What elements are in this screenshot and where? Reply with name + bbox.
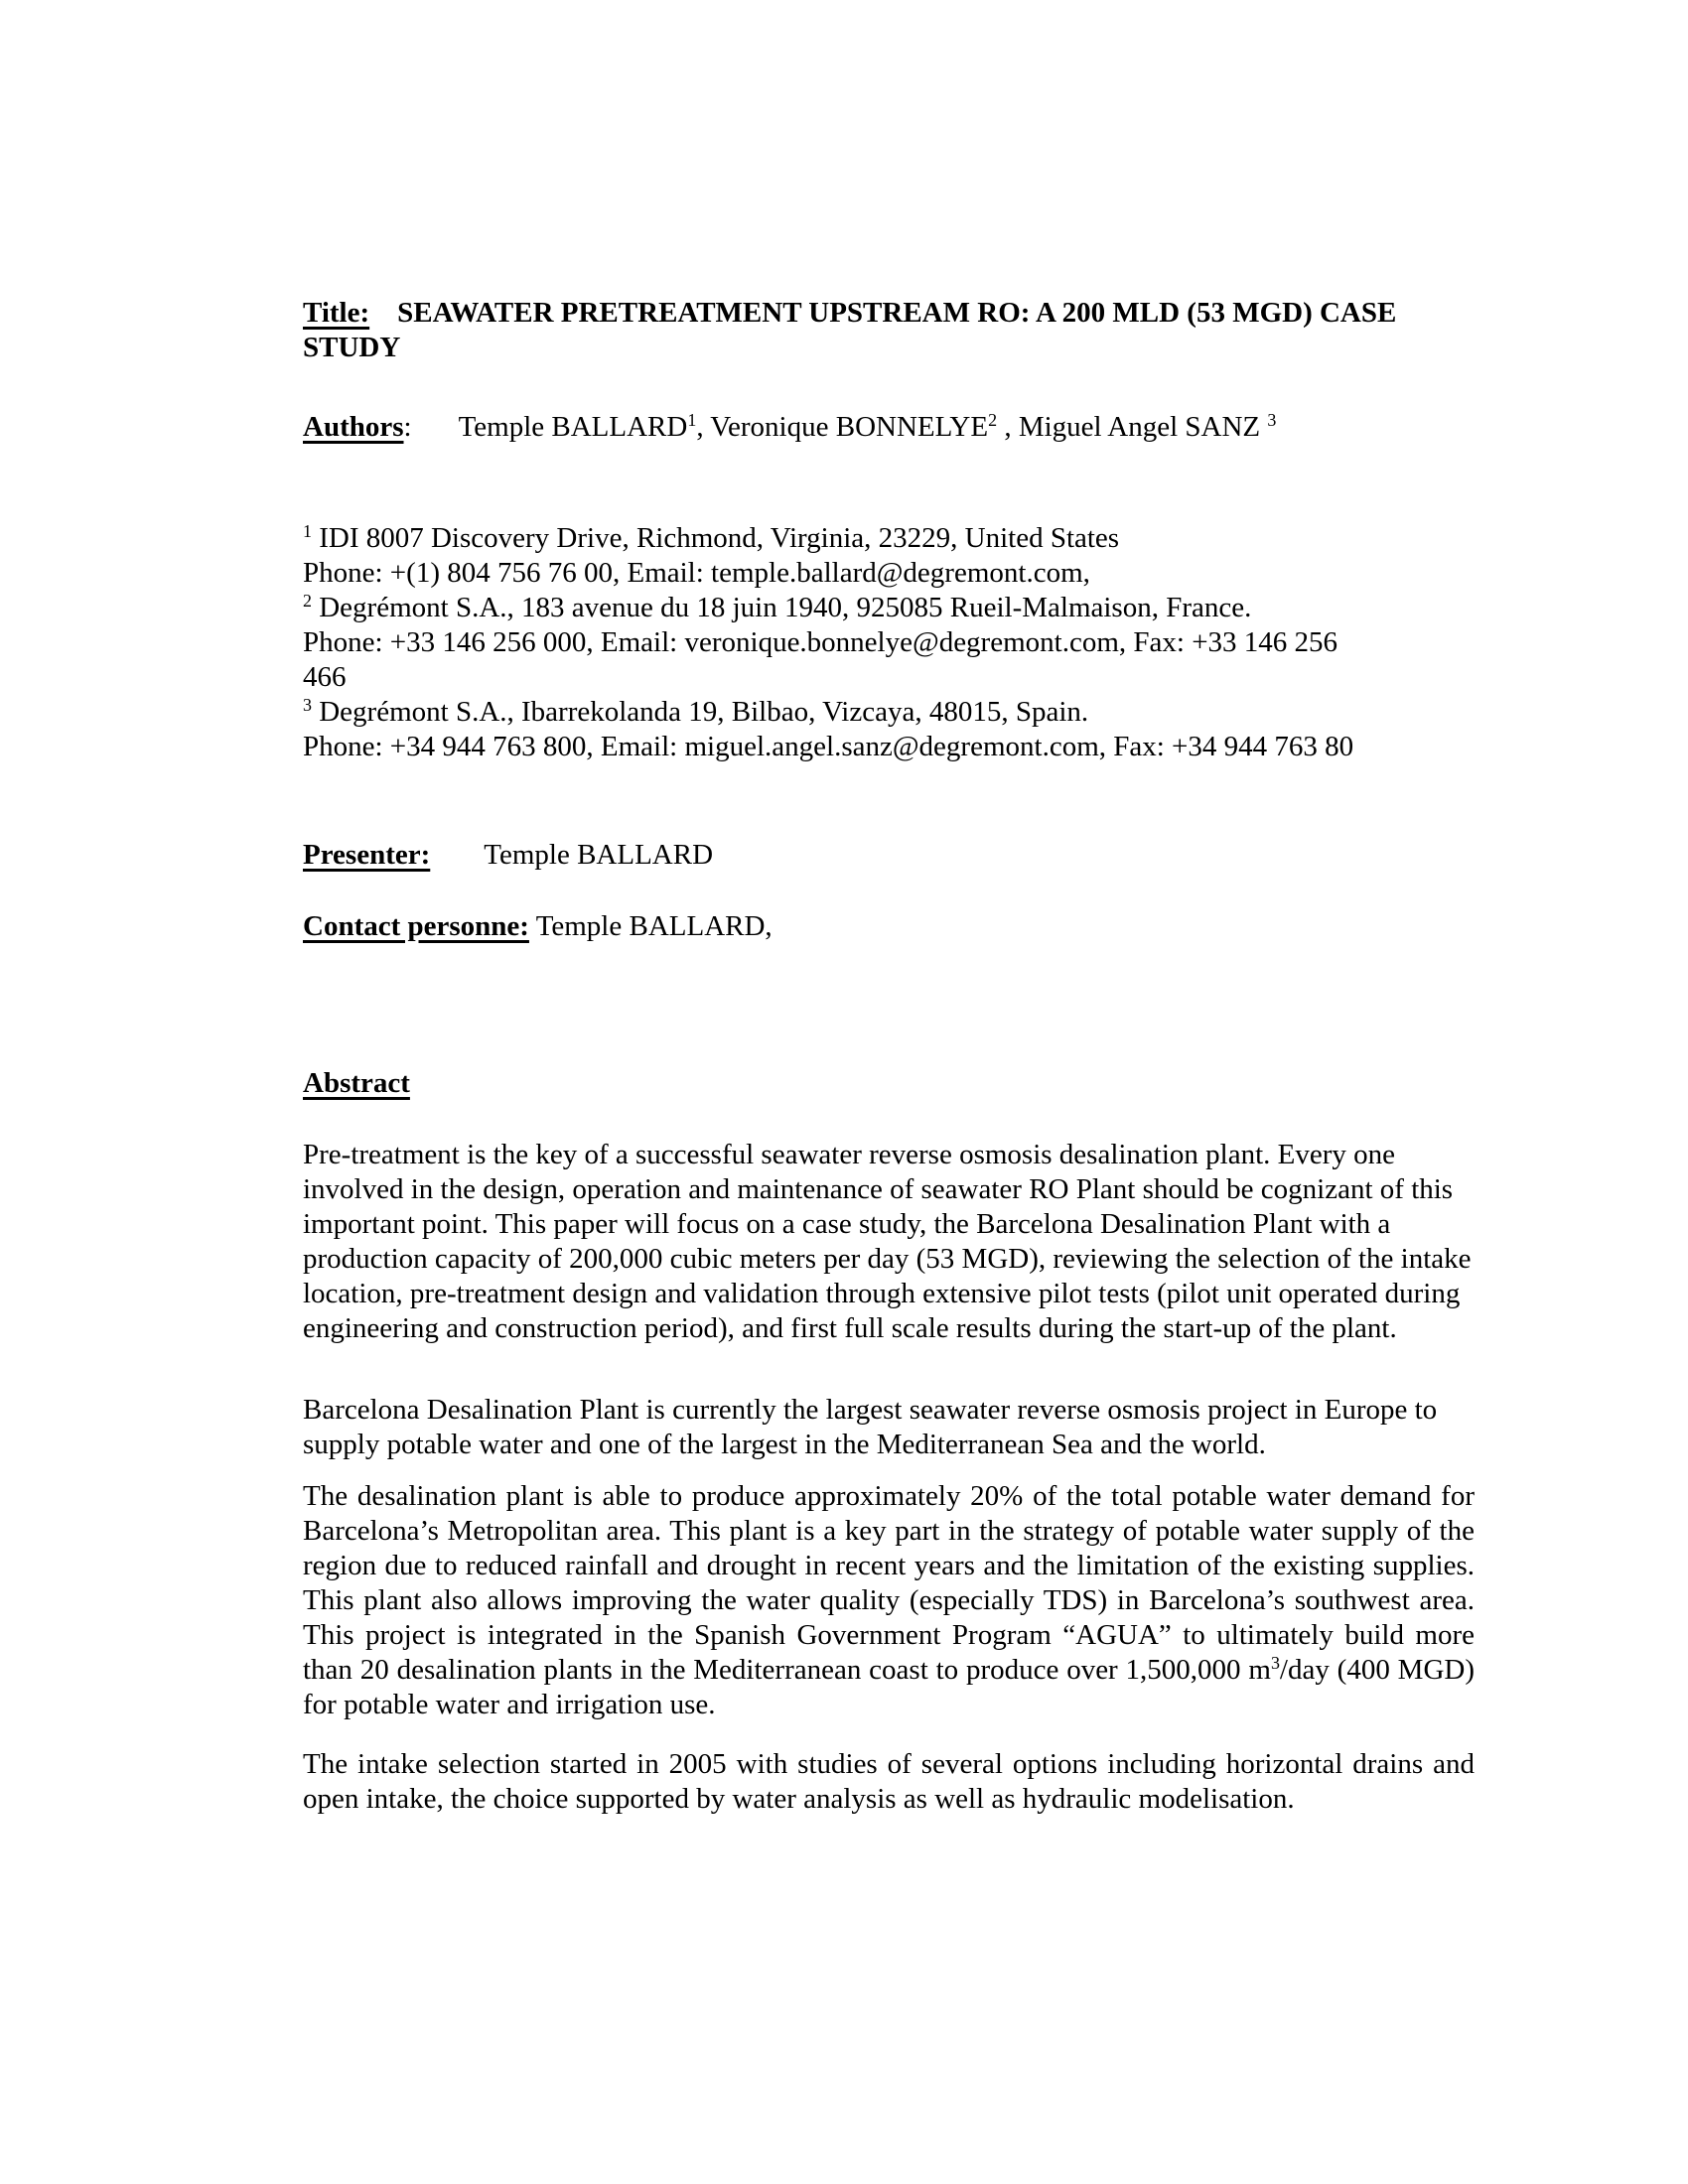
presenter-label: Presenter: — [303, 839, 431, 871]
authors-colon: : — [403, 411, 412, 443]
title-label: Title: — [303, 297, 370, 329]
authors-label: Authors — [303, 411, 404, 443]
title-text: SEAWATER PRETREATMENT UPSTREAM RO: A 200 MLD (53 MGD) CASE STUDY — [303, 297, 1397, 363]
paragraph-text: The desalination plant is able to produce approximately 20% of the total potable water demand for Barcelona’s Metropolitan area. This plant is a key part in the strategy of potable water supply of the region due to reduced rainfall and drought in recent years and the limitation of the existing supplies. This plant also allows improving the water quality (especially TDS) in Barcelona’s southwest area. This project is integrated in the Spanish Government Program “AGUA” to ultimately build more than 20 desalination plants in the Mediterranean coast to produce over 1,500,000 m — [303, 1480, 1475, 1686]
author-name: Veronique BONNELYE — [710, 411, 989, 443]
presenter-line — [303, 838, 1475, 873]
document-content — [303, 296, 1475, 1817]
affiliation-line — [303, 730, 1475, 764]
paragraph-text: /day (400 MGD) for potable water and irrigation use. — [303, 1654, 1475, 1720]
contact-line — [303, 909, 1475, 944]
affiliation-text: 466 — [303, 661, 347, 693]
author-superscript: 1 — [687, 410, 697, 431]
authors-line — [303, 410, 1475, 445]
affiliation-line — [303, 591, 1475, 625]
affiliations-block — [303, 521, 1475, 764]
affiliation-text: Phone: +33 146 256 000, Email: veronique.bonnelye@degremont.com, Fax: +33 146 256 — [303, 626, 1338, 658]
affiliation-line — [303, 660, 1475, 695]
tab-spacer — [412, 435, 459, 436]
affiliation-text: Phone: +(1) 804 756 76 00, Email: temple.ballard@degremont.com, — [303, 557, 1090, 589]
presenter-value: Temple BALLARD — [484, 839, 714, 871]
author-superscript: 2 — [988, 410, 998, 431]
author-superscript: 3 — [1267, 410, 1277, 431]
affiliation-line — [303, 521, 1475, 556]
title-line — [303, 296, 1475, 365]
author-name: Temple BALLARD — [458, 411, 688, 443]
tab-spacer — [369, 321, 397, 322]
affiliation-superscript: 1 — [303, 521, 312, 542]
affiliation-superscript: 3 — [303, 695, 312, 716]
affiliation-line — [303, 695, 1475, 730]
contact-value: Temple BALLARD, — [535, 910, 773, 942]
contact-label: Contact personne: — [303, 910, 529, 942]
affiliation-superscript: 2 — [303, 591, 312, 612]
cubic-meter-superscript: 3 — [1270, 1653, 1280, 1674]
tab-spacer — [430, 863, 484, 864]
affiliation-text: Phone: +34 944 763 800, Email: miguel.angel.sanz@degremont.com, Fax: +34 944 763 80 — [303, 731, 1354, 762]
abstract-heading-label: Abstract — [303, 1067, 410, 1099]
abstract-paragraph-2: Barcelona Desalination Plant is currently the largest seawater reverse osmosis project in Europe to supply potable water and one of the largest in the Mediterranean Sea and the world. — [303, 1394, 1438, 1460]
author-separator: , — [997, 411, 1019, 443]
affiliation-line — [303, 625, 1475, 660]
affiliation-line — [303, 556, 1475, 591]
affiliation-text: Degrémont S.A., Ibarrekolanda 19, Bilbao, Vizcaya, 48015, Spain. — [311, 696, 1089, 728]
abstract-paragraph-1: Pre-treatment is the key of a successful seawater reverse osmosis desalination plant. Every one involved in the design, operation and maintenance of seawater RO Plant should be cognizant of this important point. This paper will focus on a case study, the Barcelona Desalination Plant with a production capacity of 200,000 cubic meters per day (53 MGD), reviewing the selection of the intake location, pre-treatment design and validation through extensive pilot tests (pilot unit operated during engineering and construction period), and first full scale results during the start-up of the plant. — [303, 1139, 1472, 1344]
author-separator: , — [696, 411, 711, 443]
author-name: Miguel Angel SANZ — [1018, 411, 1268, 443]
abstract-paragraph-4: The intake selection started in 2005 with studies of several options including horizontal drains and open intake, the choice supported by water analysis as well as hydraulic modelisation. — [303, 1748, 1475, 1815]
abstract-paragraph-3 — [303, 1479, 1475, 1722]
affiliation-text: IDI 8007 Discovery Drive, Richmond, Virginia, 23229, United States — [311, 522, 1120, 554]
affiliation-text: Degrémont S.A., 183 avenue du 18 juin 1940, 925085 Rueil-Malmaison, France. — [311, 592, 1252, 623]
abstract-heading — [303, 1066, 1475, 1101]
